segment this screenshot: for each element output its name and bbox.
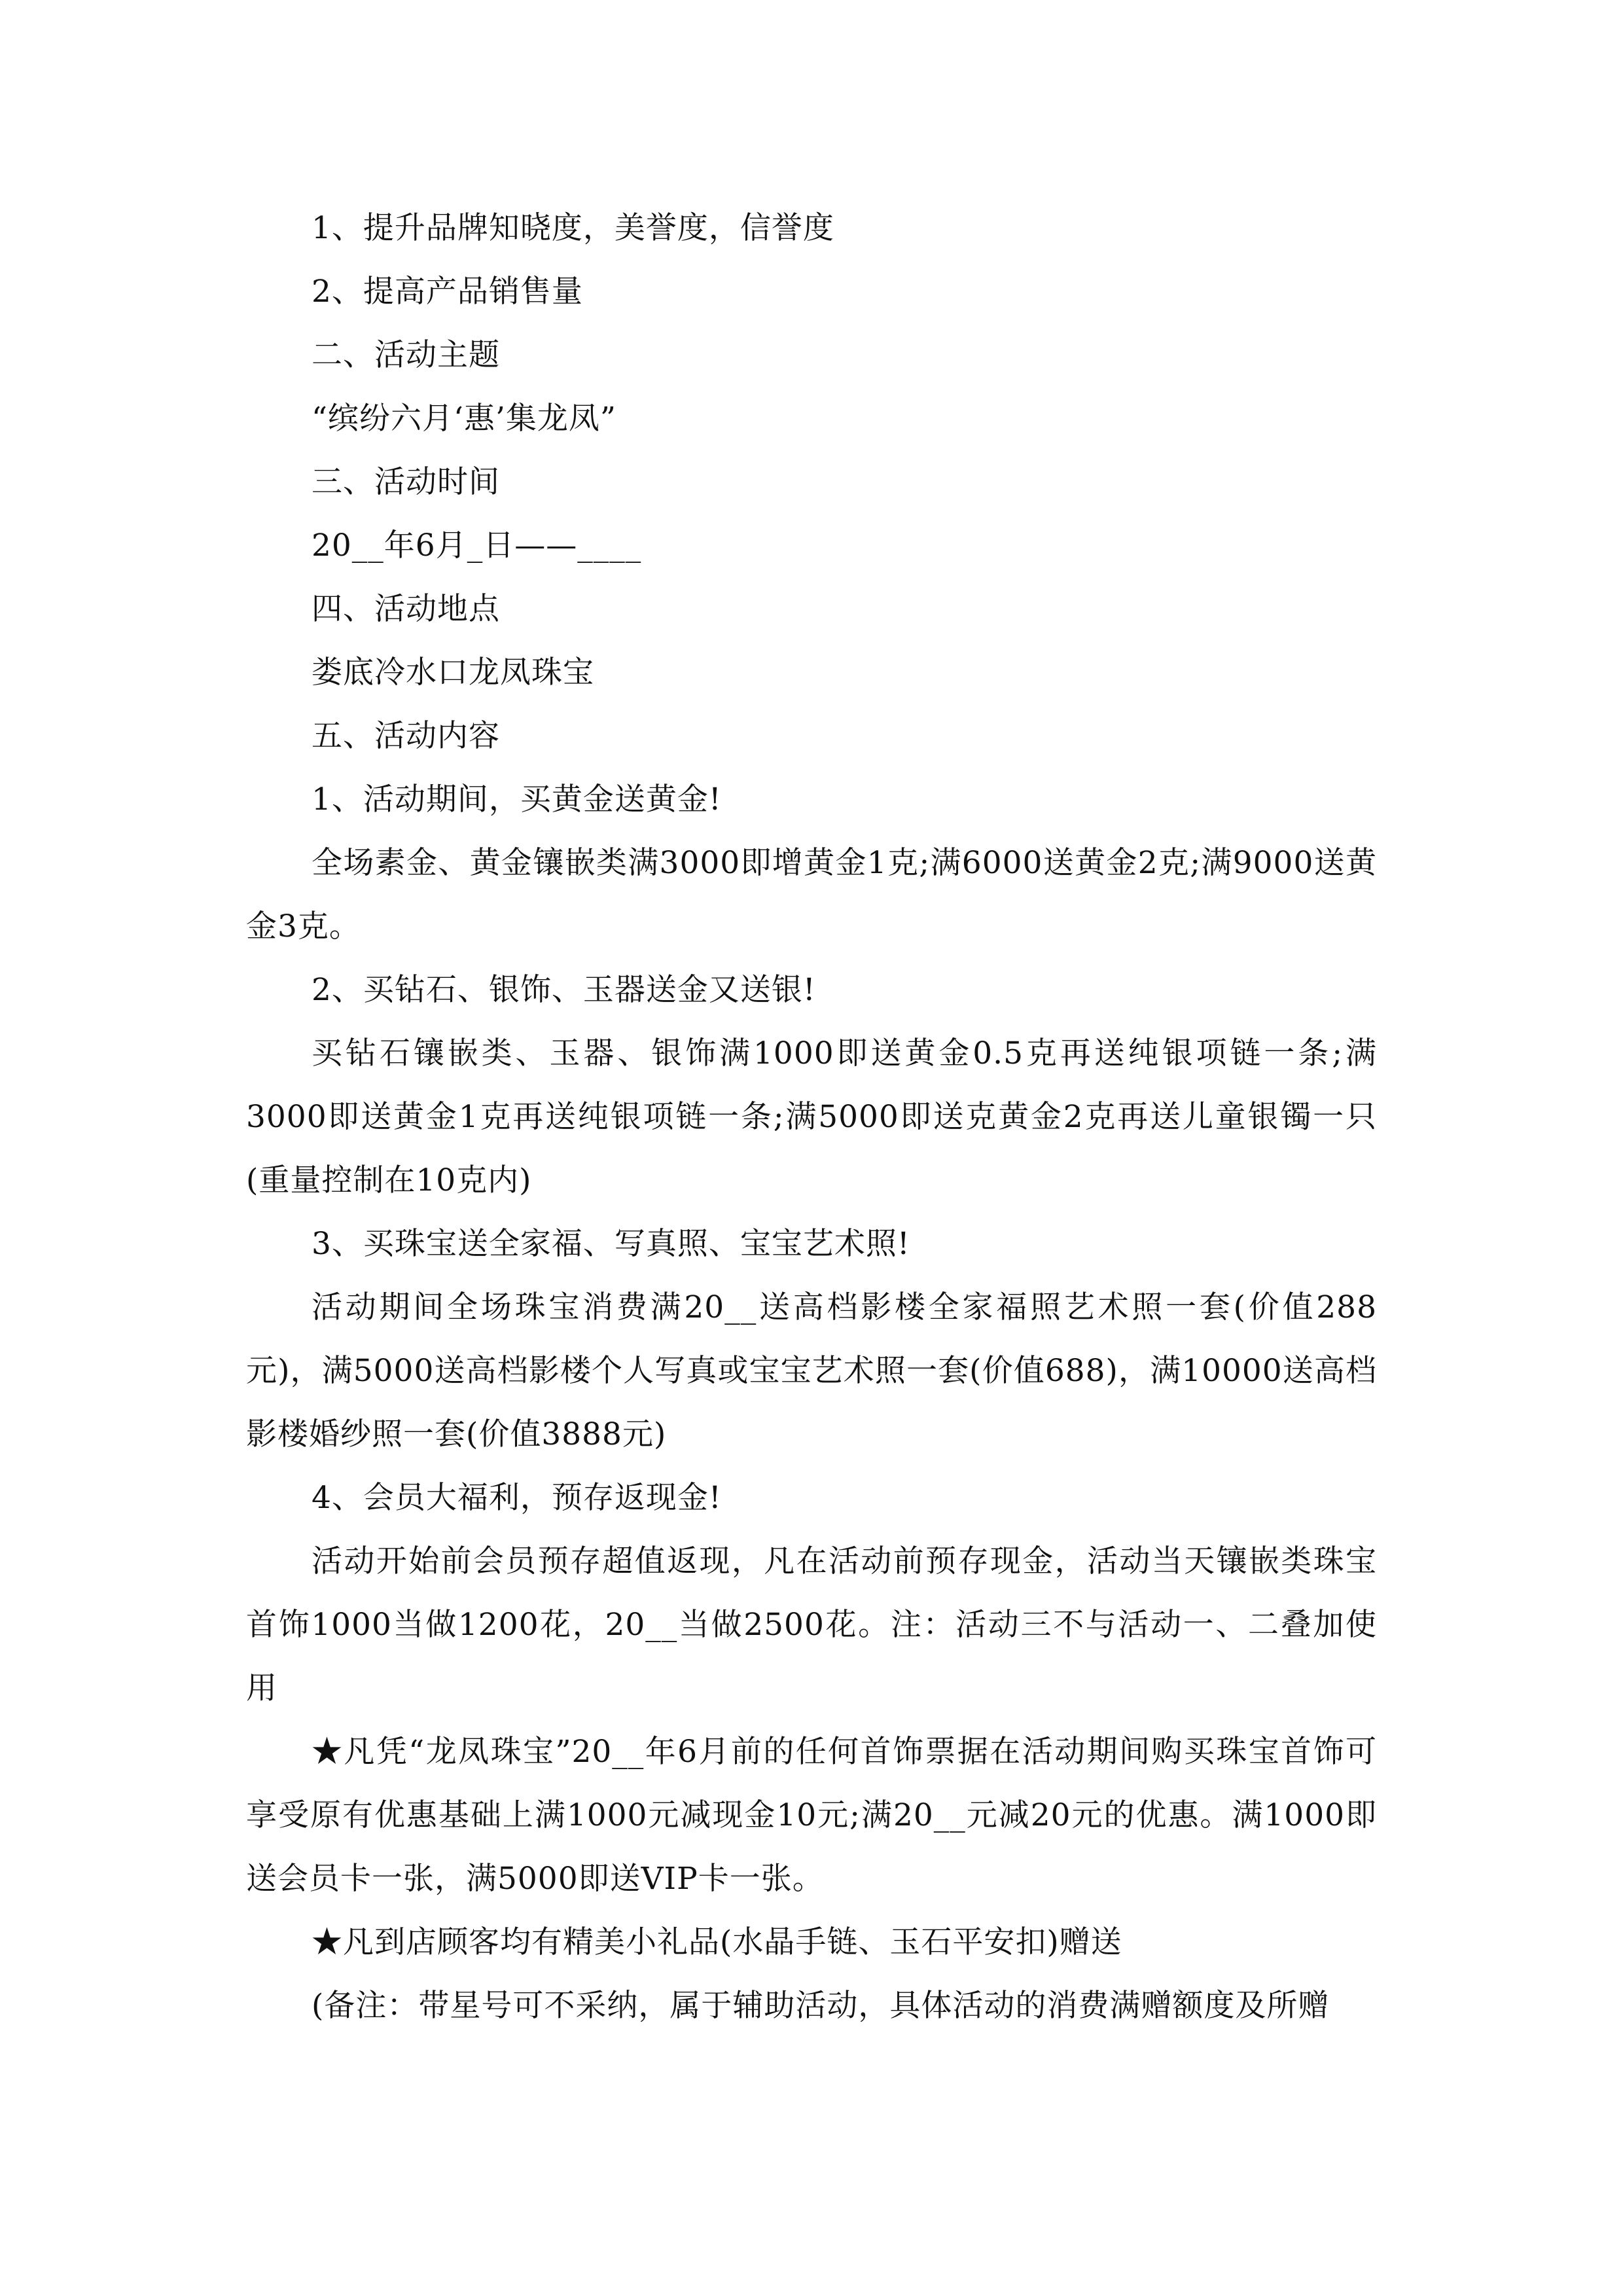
content-item-2-title: 2、买钻石、银饰、玉器送金又送银! bbox=[312, 972, 816, 1008]
content-item-1-body: 全场素金、黄金镶嵌类满3000即增黄金1克;满6000送黄金2克;满9000送黄金3克。 bbox=[246, 845, 1377, 944]
content-item-3-title: 3、买珠宝送全家福、写真照、宝宝艺术照! bbox=[312, 1226, 910, 1262]
section-heading-time: 三、活动时间 bbox=[312, 464, 500, 500]
goal-item-1: 1、提升品牌知晓度，美誉度，信誉度 bbox=[312, 210, 834, 246]
goal-item-2: 2、提高产品销售量 bbox=[312, 274, 583, 310]
content-item-4-title: 4、会员大福利，预存返现金! bbox=[312, 1480, 722, 1516]
star-item-receipt: ★凡凭“龙凤珠宝”20__年6月前的任何首饰票据在活动期间购买珠宝首饰可享受原有优惠基础上满1000元减现金10元;满20__元减20元的优惠。满1000即送会员卡一张，满5000即送VIP卡一张。 bbox=[246, 1734, 1377, 1897]
document-body bbox=[246, 196, 1377, 2037]
content-item-3-body: 活动期间全场珠宝消费满20__送高档影楼全家福照艺术照一套(价值288元)，满5000送高档影楼个人写真或宝宝艺术照一套(价值688)，满10000送高档影楼婚纱照一套(价值3888元) bbox=[246, 1289, 1377, 1452]
content-item-4-body: 活动开始前会员预存超值返现，凡在活动前预存现金，活动当天镶嵌类珠宝首饰1000当做1200花，20__当做2500花。注：活动三不与活动一、二叠加使用 bbox=[246, 1543, 1377, 1706]
activity-location: 娄底冷水口龙凤珠宝 bbox=[312, 655, 594, 691]
content-item-1-title: 1、活动期间，买黄金送黄金! bbox=[312, 781, 722, 817]
section-heading-theme: 二、活动主题 bbox=[312, 337, 500, 373]
section-heading-location: 四、活动地点 bbox=[312, 591, 500, 627]
star-item-gift: ★凡到店顾客均有精美小礼品(水晶手链、玉石平安扣)赠送 bbox=[312, 1924, 1122, 1960]
content-item-2-body: 买钻石镶嵌类、玉器、银饰满1000即送黄金0.5克再送纯银项链一条;满3000即送黄金1克再送纯银项链一条;满5000即送克黄金2克再送儿童银镯一只(重量控制在10克内) bbox=[246, 1035, 1377, 1198]
activity-theme: “缤纷六月‘惠’集龙凤” bbox=[312, 401, 616, 437]
activity-time: 20__年6月_日——____ bbox=[312, 528, 642, 564]
section-heading-content: 五、活动内容 bbox=[312, 718, 500, 754]
remark-note: (备注：带星号可不采纳，属于辅助活动，具体活动的消费满赠额度及所赠 bbox=[312, 1988, 1330, 2024]
